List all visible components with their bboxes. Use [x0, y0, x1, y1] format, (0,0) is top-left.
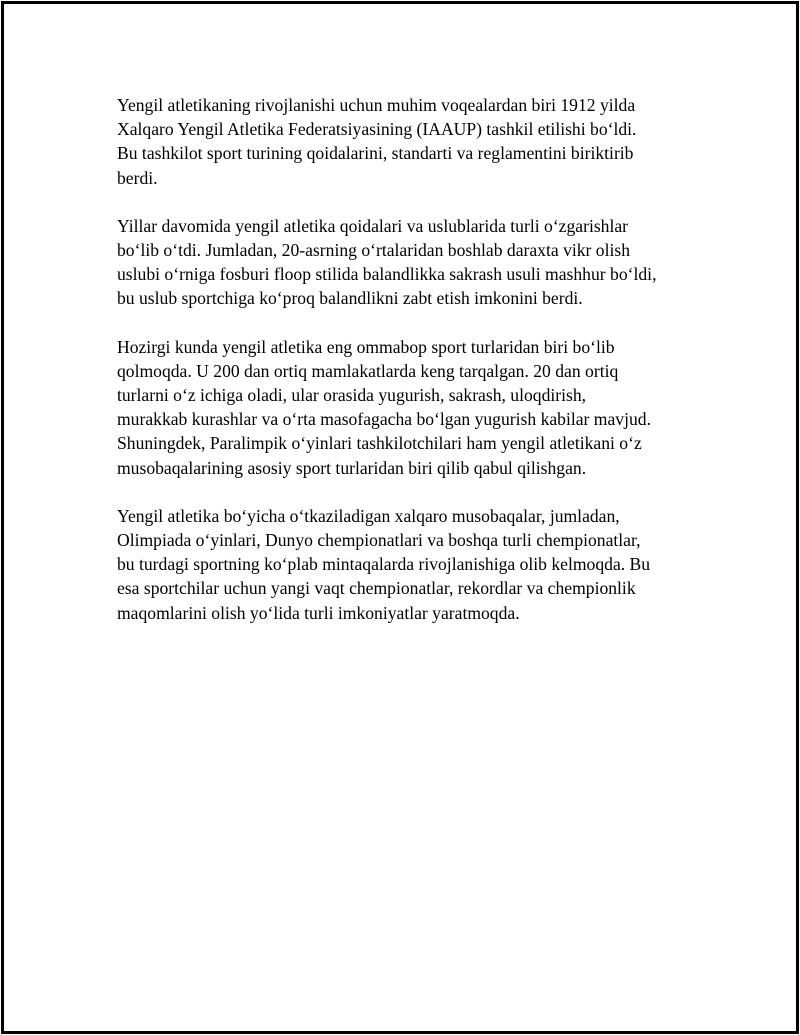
paragraph-1 [117, 93, 707, 190]
paragraph-3 [117, 335, 707, 480]
paragraph-2-line-4: bu uslub sportchiga ko‘proq balandlikni zabt etish imkonini berdi. [117, 288, 583, 309]
paragraph-2 [117, 214, 707, 311]
paragraph-4-line-4: esa sportchilar uchun yangi vaqt chempionatlar, rekordlar va chempionlik [117, 578, 636, 599]
paragraph-3-line-1: Hozirgi kunda yengil atletika eng ommabop sport turlaridan biri bo‘lib [117, 336, 615, 357]
paragraph-3-line-4: murakkab kurashlar va o‘rta masofagacha bo‘lgan yugurish kabilar mavjud. [117, 409, 651, 430]
paragraph-3-line-3: turlarni o‘z ichiga oladi, ular orasida yugurish, sakrash, uloqdirish, [117, 385, 587, 406]
paragraph-3-line-6: musobaqalarining asosiy sport turlaridan biri qilib qabul qilishgan. [117, 457, 587, 478]
paragraph-1-line-3: Bu tashkilot sport turining qoidalarini, standarti va reglamentini biriktirib [117, 143, 634, 164]
document-body [117, 93, 707, 649]
paragraph-3-line-2: qolmoqda. U 200 dan ortiq mamlakatlarda keng tarqalgan. 20 dan ortiq [117, 360, 619, 381]
paragraph-4-line-2: Olimpiada o‘yinlari, Dunyo chempionatlari va boshqa turli chempionatlar, [117, 530, 641, 551]
paragraph-4-line-3: bu turdagi sportning ko‘plab mintaqalarda rivojlanishiga olib kelmoqda. Bu [117, 554, 651, 575]
paragraph-1-line-1: Yengil atletikaning rivojlanishi uchun muhim voqealardan biri 1912 yilda [117, 95, 636, 115]
paragraph-3-line-5: Shuningdek, Paralimpik o‘yinlari tashkilotchilari ham yengil atletikani o‘z [117, 433, 642, 454]
paragraph-1-line-4: berdi. [117, 167, 158, 188]
paragraph-4-line-1: Yengil atletika bo‘yicha o‘tkaziladigan xalqaro musobaqalar, jumladan, [117, 505, 620, 526]
paragraph-1-line-2: Xalqaro Yengil Atletika Federatsiyasining (IAAUP) tashkil etilishi bo‘ldi. [117, 119, 637, 140]
paragraph-2-line-1: Yillar davomida yengil atletika qoidalari va uslublarida turli o‘zgarishlar [117, 215, 629, 236]
paragraph-2-line-3: uslubi o‘rniga fosburi floop stilida balandlikka sakrash usuli mashhur bo‘ldi, [117, 264, 657, 285]
paragraph-2-line-2: bo‘lib o‘tdi. Jumladan, 20-asrning o‘rtalaridan boshlab daraxta vikr olish [117, 240, 631, 261]
paragraph-4-line-5: maqomlarini olish yo‘lida turli imkoniyatlar yaratmoqda. [117, 602, 520, 623]
paragraph-4 [117, 504, 707, 625]
